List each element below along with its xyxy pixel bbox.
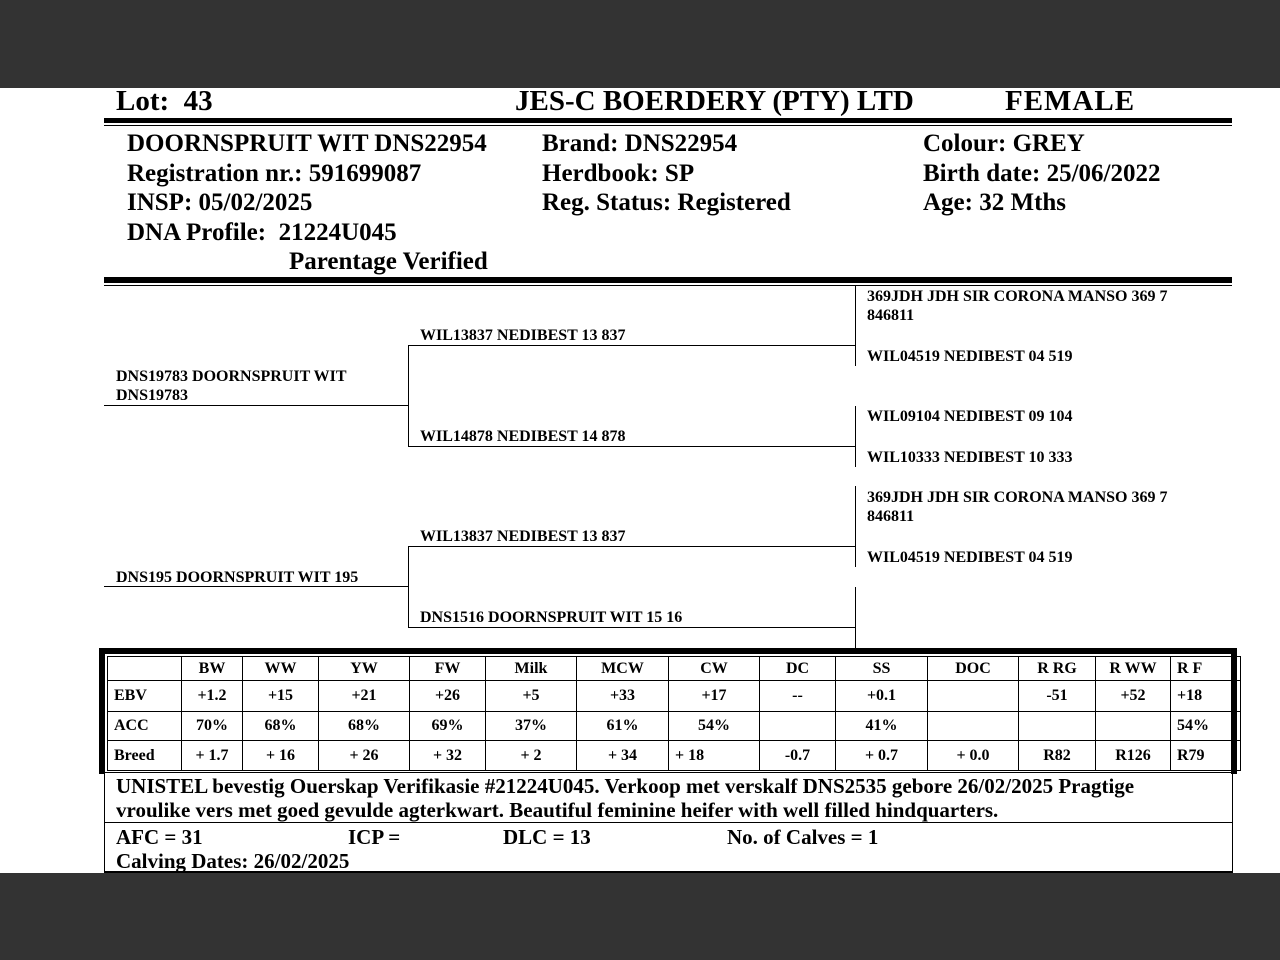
ebv-row-ebv	[108, 681, 1241, 712]
lot-label: Lot: 43	[116, 85, 213, 117]
ebv-header-cell: DC	[760, 657, 836, 681]
colour: Colour: GREY	[923, 130, 1085, 157]
ebv-header-cell: R WW	[1096, 657, 1171, 681]
ebv-header-cell: R RG	[1019, 657, 1096, 681]
age: Age: 32 Mths	[923, 189, 1067, 216]
pedigree-sire-dam-line	[408, 446, 856, 447]
info-rule-thick	[104, 277, 1232, 283]
ebv-cell: + 34	[577, 741, 669, 771]
ebv-header-cell: MCW	[577, 657, 669, 681]
pedigree-ds-dam: WIL04519 NEDIBEST 04 519	[867, 549, 1073, 566]
pedigree-ds-sire: 369JDH JDH SIR CORONA MANSO 369 7 846811	[867, 489, 1168, 525]
ebv-header-cell: R F	[1171, 657, 1241, 681]
pedigree-dam-sire-line	[408, 546, 856, 547]
ebv-cell: 70%	[182, 712, 243, 741]
ebv-cell: +21	[319, 681, 410, 712]
ebv-cell: + 32	[410, 741, 486, 771]
pedigree-ss-sire: 369JDH JDH SIR CORONA MANSO 369 7 846811	[867, 288, 1168, 324]
ebv-cell	[1019, 712, 1096, 741]
header-rule-thick	[104, 118, 1232, 123]
ebv-cell: +1.2	[182, 681, 243, 712]
ebv-cell: + 1.7	[182, 741, 243, 771]
ebv-cell: Breed	[108, 741, 182, 771]
insp-date: INSP: 05/02/2025	[127, 189, 313, 216]
icp-value: ICP =	[348, 825, 401, 849]
ebv-cell: -0.7	[760, 741, 836, 771]
dlc-value: DLC = 13	[503, 825, 591, 849]
afc-value: AFC = 31	[116, 825, 203, 849]
ebv-header-cell	[108, 657, 182, 681]
animal-info-left	[127, 129, 488, 277]
ebv-header-cell: CW	[669, 657, 760, 681]
ebv-cell: 61%	[577, 712, 669, 741]
ebv-header-cell: FW	[410, 657, 486, 681]
birth-date: Birth date: 25/06/2022	[923, 159, 1161, 187]
pedigree-dam-sire: WIL13837 NEDIBEST 13 837	[420, 528, 626, 545]
ebv-cell: +33	[577, 681, 669, 712]
ebv-header-cell: WW	[243, 657, 319, 681]
pedigree-connector-sire	[408, 345, 409, 446]
ebv-header-cell: SS	[836, 657, 928, 681]
ebv-cell: +5	[486, 681, 577, 712]
registration-number: Registration nr.: 591699087	[127, 159, 422, 187]
ebv-cell	[928, 712, 1019, 741]
ebv-row-acc	[108, 712, 1241, 741]
sex-label: FEMALE	[1005, 85, 1136, 117]
parentage-verified: Parentage Verified	[289, 248, 488, 275]
ebv-header-cell: BW	[182, 657, 243, 681]
ebv-cell: + 18	[669, 741, 760, 771]
ebv-cell: + 26	[319, 741, 410, 771]
ebv-cell: 68%	[243, 712, 319, 741]
pedigree-sd-sire: WIL09104 NEDIBEST 09 104	[867, 408, 1073, 425]
calving-dates: Calving Dates: 26/02/2025	[116, 849, 350, 873]
ebv-cell	[1096, 712, 1171, 741]
lot-number: 43	[183, 85, 213, 117]
ebv-cell: EBV	[108, 681, 182, 712]
pedigree-sd-dam: WIL10333 NEDIBEST 10 333	[867, 449, 1073, 466]
ebv-cell: +15	[243, 681, 319, 712]
pedigree-dam: DNS195 DOORNSPRUIT WIT 195	[116, 569, 359, 586]
pedigree-sire-sire-line	[408, 345, 856, 346]
ebv-row-breed	[108, 741, 1241, 771]
pedigree-dam-line	[104, 586, 409, 587]
pedigree-dam-dam: DNS1516 DOORNSPRUIT WIT 15 16	[420, 609, 683, 626]
pedigree-sire-sire: WIL13837 NEDIBEST 13 837	[420, 327, 626, 344]
ebv-cell: 54%	[1171, 712, 1241, 741]
animal-info-middle	[542, 129, 791, 218]
pedigree-connector-ss	[855, 285, 856, 366]
brand: Brand: DNS22954	[542, 130, 738, 157]
ebv-cell: R126	[1096, 741, 1171, 771]
ebv-cell: 69%	[410, 712, 486, 741]
notes-divider	[104, 822, 1233, 823]
pedigree-sire-line	[104, 405, 409, 406]
ebv-cell: 41%	[836, 712, 928, 741]
header-rule-thin	[104, 125, 1232, 126]
ebv-cell: 37%	[486, 712, 577, 741]
ebv-header-cell: DOC	[928, 657, 1019, 681]
ebv-cell: +17	[669, 681, 760, 712]
ebv-cell: + 0.7	[836, 741, 928, 771]
animal-name: DOORNSPRUIT WIT DNS22954	[127, 130, 487, 157]
info-rule-thin	[104, 285, 1232, 286]
seller-name: JES-C BOERDERY (PTY) LTD	[515, 85, 914, 117]
ebv-cell: R82	[1019, 741, 1096, 771]
herdbook: Herdbook: SP	[542, 159, 695, 187]
ebv-cell: + 0.0	[928, 741, 1019, 771]
pedigree-sire: DNS19783 DOORNSPRUIT WIT DNS19783	[116, 368, 347, 404]
number-of-calves: No. of Calves = 1	[727, 825, 879, 849]
ebv-table	[107, 656, 1241, 771]
ebv-cell: -51	[1019, 681, 1096, 712]
notes-line-1: UNISTEL bevestig Ouerskap Verifikasie #21224U045. Verkoop met verskalf DNS2535 gebore 26/02/2025 Pragtige	[116, 774, 1135, 798]
registration-status: Reg. Status: Registered	[542, 189, 791, 216]
pedigree-connector-ds	[855, 486, 856, 567]
pedigree-connector-sd	[855, 406, 856, 467]
ebv-cell: + 2	[486, 741, 577, 771]
ebv-cell: --	[760, 681, 836, 712]
ebv-header-cell: Milk	[486, 657, 577, 681]
pedigree-dam-dam-line	[408, 627, 856, 628]
ebv-header-row	[108, 657, 1241, 681]
animal-info-right	[923, 129, 1161, 218]
ebv-cell	[928, 681, 1019, 712]
ebv-cell: +0.1	[836, 681, 928, 712]
ebv-cell	[760, 712, 836, 741]
ebv-cell: 68%	[319, 712, 410, 741]
ebv-cell: +52	[1096, 681, 1171, 712]
ebv-cell: +18	[1171, 681, 1241, 712]
pedigree-connector-dd	[855, 587, 856, 649]
ebv-cell: R79	[1171, 741, 1241, 771]
sale-notes	[116, 774, 1134, 822]
pedigree-ss-dam: WIL04519 NEDIBEST 04 519	[867, 348, 1073, 365]
ebv-header-cell: YW	[319, 657, 410, 681]
sale-catalogue-page	[0, 85, 1280, 873]
pedigree-sire-dam: WIL14878 NEDIBEST 14 878	[420, 428, 626, 445]
pedigree-connector-dam	[408, 546, 409, 627]
ebv-cell: ACC	[108, 712, 182, 741]
ebv-cell: 54%	[669, 712, 760, 741]
ebv-cell: +26	[410, 681, 486, 712]
notes-line-2: vroulike vers met goed gevulde agterkwart. Beautiful feminine heifer with well filled hindquarters.	[116, 798, 999, 822]
dna-profile: DNA Profile: 21224U045	[127, 218, 397, 246]
ebv-cell: + 16	[243, 741, 319, 771]
